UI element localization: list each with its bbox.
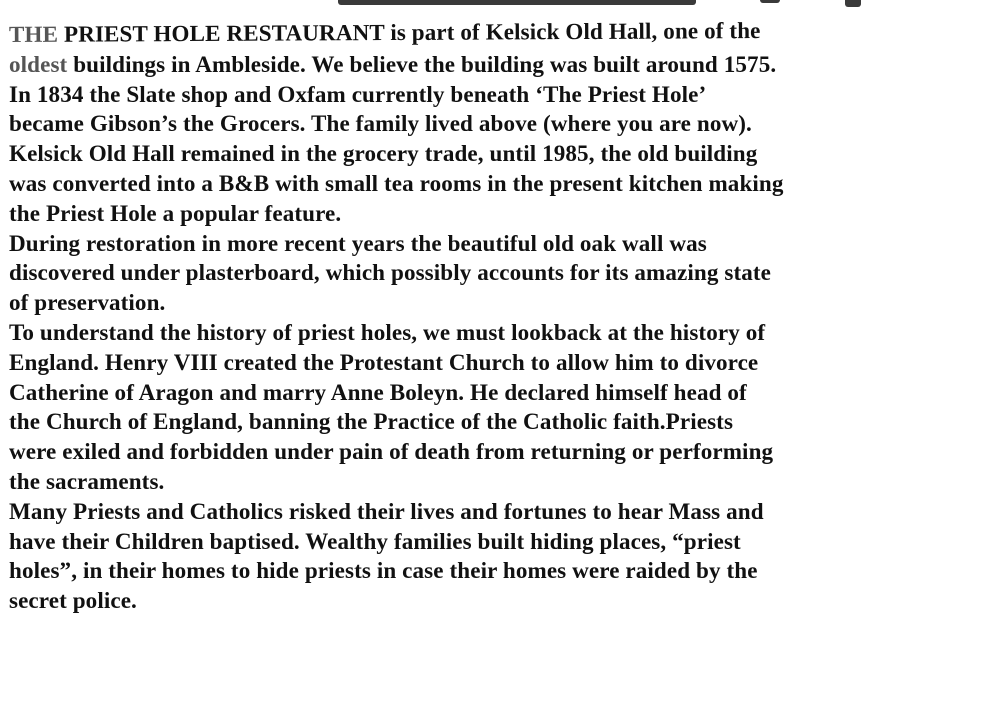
notice-line: Many Priests and Catholics risked their lives and fortunes to hear Mass and	[9, 497, 764, 524]
notice-line: holes”, in their homes to hide priests in case their homes were raided by the	[9, 557, 758, 584]
notice-line: became Gibson’s the Grocers. The family lived above (where you are now).	[9, 110, 752, 137]
notice-line: the Church of England, banning the Practice of the Catholic faith.Priests	[9, 408, 734, 435]
notice-line: Kelsick Old Hall remained in the grocery trade, until 1985, the old building	[9, 140, 758, 167]
frame-mark	[845, 0, 861, 7]
notice-line: Catherine of Aragon and marry Anne Boleyn. He declared himself head of	[9, 378, 747, 405]
notice-line: England. Henry VIII created the Protestant Church to allow him to divorce	[9, 348, 759, 375]
notice-line-lead: THE	[8, 20, 59, 47]
frame-shadow	[338, 0, 696, 5]
notice-line: was converted into a B&B with small tea rooms in the present kitchen making	[9, 169, 784, 196]
notice-line: have their Children baptised. Wealthy families built hiding places, “priest	[9, 527, 741, 554]
notice-text	[8, 17, 994, 616]
notice-line: of preservation.	[9, 289, 166, 316]
notice-line: the sacraments.	[9, 467, 165, 494]
notice-line: THE PRIEST HOLE RESTAURANT is part of Kelsick Old Hall, one of the	[8, 17, 761, 47]
notice-line: oldest buildings in Ambleside. We believe the building was built around 1575.	[9, 50, 777, 77]
notice-line: To understand the history of priest holes, we must lookback at the history of	[9, 318, 766, 345]
notice-line: discovered under plasterboard, which possibly accounts for its amazing state	[9, 259, 772, 286]
notice-line-lead: oldest	[9, 50, 68, 77]
notice-line: were exiled and forbidden under pain of death from returning or performing	[9, 438, 774, 465]
notice-line: In 1834 the Slate shop and Oxfam currently beneath ‘The Priest Hole’	[9, 80, 707, 107]
notice-line: During restoration in more recent years the beautiful old oak wall was	[9, 229, 707, 256]
frame-mark	[760, 0, 780, 3]
notice-line: secret police.	[9, 587, 137, 614]
notice-line: the Priest Hole a popular feature.	[9, 199, 342, 226]
photo-edge-top	[0, 0, 1000, 8]
